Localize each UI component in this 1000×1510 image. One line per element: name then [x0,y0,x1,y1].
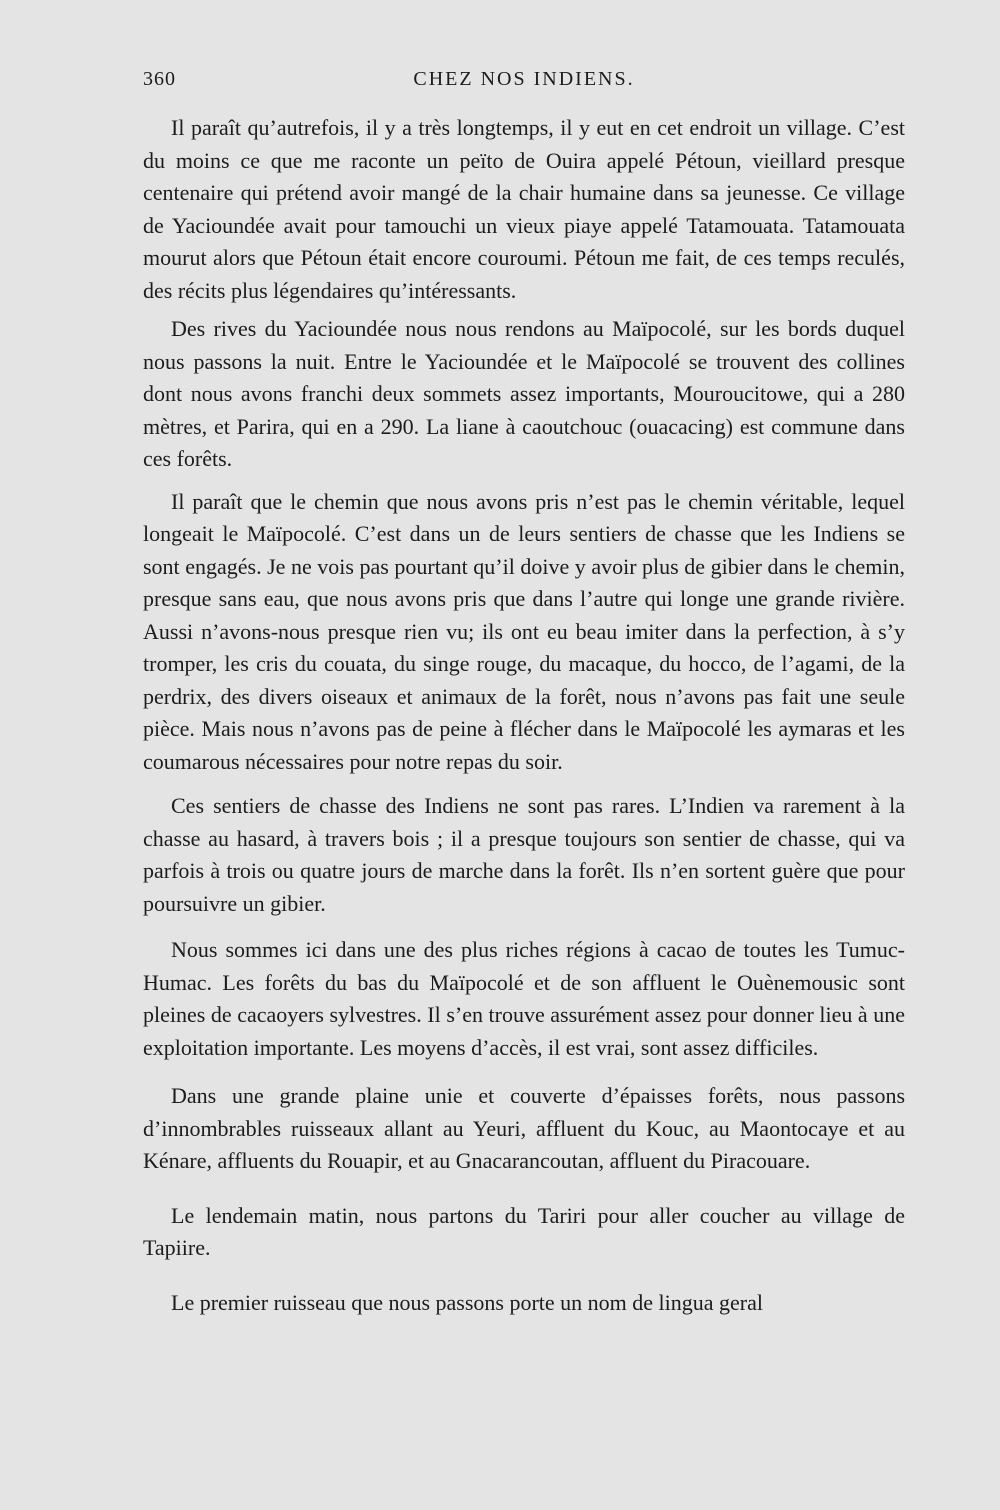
running-title: CHEZ NOS INDIENS. [413,68,635,90]
text-body [143,112,905,1319]
page-number: 360 [143,68,176,90]
paragraph-7: Le lendemain matin, nous partons du Tariri pour aller coucher au village de Tapiire. [143,1202,905,1260]
paragraph-3: Il paraît que le chemin que nous avons pris n’est pas le chemin véritable, lequel longeait le Maïpocolé. C’est dans un de leurs sentiers de chasse que les Indiens se sont engagés. Je ne vois pas pourtant qu’il doive y avoir plus de gibier dans le chemin, presque sans eau, que nous avons pris que dans l’autre qui longe une grande rivière. Aussi n’avons-nous presque rien vu; ils ont eu beau imiter dans la perfection, à s’y tromper, les cris du couata, du singe rouge, du macaque, du hocco, de l’agami, de la perdrix, des divers oiseaux et animaux de la forêt, nous n’avons pas fait une seule pièce. Mais nous n’avons pas de peine à flécher dans le Maïpocolé les aymaras et les coumarous nécessaires pour notre repas du soir. [143,488,905,774]
paragraph-2: Des rives du Yacioundée nous nous rendons au Maïpocolé, sur les bords duquel nous passons la nuit. Entre le Yacioundée et le Maïpocolé se trouvent des collines dont nous avons franchi deux sommets assez importants, Mouroucitowe, qui a 280 mètres, et Parira, qui en a 290. La liane à caoutchouc (ouacacing) est commune dans ces forêts. [143,316,905,471]
paragraph-5: Nous sommes ici dans une des plus riches régions à cacao de toutes les Tumuc-Humac. Les forêts du bas du Maïpocolé et de son affluent le Ouènemousic sont pleines de cacaoyers sylvestres. Il s’en trouve assurément assez pour donner lieu à une exploitation importante. Les moyens d’accès, il est vrai, sont assez difficiles. [143,937,905,1060]
paragraph-6: Dans une grande plaine unie et couverte d’épaisses forêts, nous passons d’innombrables ruisseaux allant au Yeuri, affluent du Kouc, au Maontocaye et au Kénare, affluents du Rouapir, et au Gnacarancoutan, affluent du Piracouare. [143,1083,905,1173]
running-head [143,68,905,98]
paragraph-4: Ces sentiers de chasse des Indiens ne sont pas rares. L’Indien va rarement à la chasse au hasard, à travers bois ; il a presque toujours son sentier de chasse, qui va parfois à trois ou quatre jours de marche dans la forêt. Ils n’en sortent guère que pour poursuivre un gibier. [143,793,905,916]
paragraph-1: Il paraît qu’autrefois, il y a très longtemps, il y eut en cet endroit un village. C’est du moins ce que me raconte un peïto de Ouira appelé Pétoun, vieillard presque centenaire qui prétend avoir mangé de la chair humaine dans sa jeunesse. Ce village de Yacioundée avait pour tamouchi un vieux piaye appelé Tatamouata. Tatamouata mourut alors que Pétoun était encore couroumi. Pétoun me fait, de ces temps reculés, des récits plus légendaires qu’intéressants. [143,115,905,303]
paragraph-8: Le premier ruisseau que nous passons porte un nom de lingua geral [171,1289,764,1315]
